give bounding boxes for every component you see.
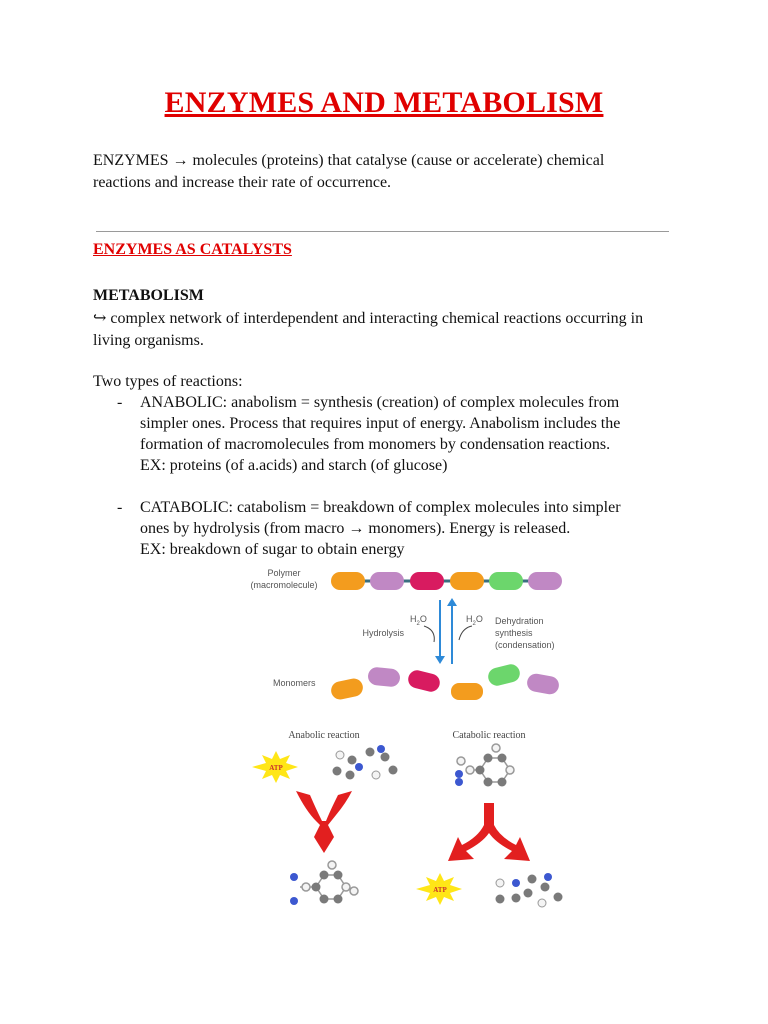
dehydration-label: (condensation) <box>495 640 555 650</box>
intro-line: ENZYMES → molecules (proteins) that catalyse (cause or accelerate) chemical <box>93 152 605 169</box>
definition-line: ↪ complex network of interdependent and interacting chemical reactions occurring in <box>93 310 644 327</box>
hydrolysis-diagram <box>0 560 768 700</box>
polymer-label: Polymer <box>267 568 301 578</box>
polymer-label: (macromolecule) <box>250 580 318 590</box>
arrow-head-icon <box>435 656 445 664</box>
atom-gray <box>366 748 375 757</box>
metabolism-heading: METABOLISM <box>93 287 204 304</box>
catabolic-arrow-icon <box>448 803 530 861</box>
list-line: simpler ones. Process that requires input of energy. Anabolism includes the <box>140 415 621 432</box>
product-atoms <box>496 873 563 907</box>
list-item-text <box>140 497 685 560</box>
list-line: formation of macromolecules from monomers by condensation reactions. <box>140 436 611 453</box>
atp-label: ATP <box>433 886 447 894</box>
monomer-orange <box>329 677 364 700</box>
anabolic-reaction-label: Anabolic reaction <box>288 730 360 741</box>
anabolic-arrow-icon <box>296 791 352 853</box>
section-heading: ENZYMES AS CATALYSTS <box>93 241 292 258</box>
atom-blue <box>377 745 385 753</box>
two-types-text: Two types of reactions: <box>93 373 243 390</box>
intro-line: reactions and increase their rate of occurrence. <box>93 174 392 191</box>
water-in-arrow <box>424 626 434 642</box>
water-out-arrow <box>459 626 472 640</box>
monomer-orange <box>451 683 483 700</box>
list-line: EX: proteins (of a.acids) and starch (of glucose) <box>140 457 448 474</box>
molecule-reactant <box>455 744 514 787</box>
atom-gray <box>348 756 357 765</box>
monomer-orange <box>331 572 365 590</box>
list-bullet: - <box>117 499 123 516</box>
metabolism-definition <box>93 308 683 352</box>
monomer-purple <box>370 572 404 590</box>
horizontal-divider <box>96 231 669 232</box>
list-line: CATABOLIC: catabolism = breakdown of complex molecules into simpler <box>140 499 621 516</box>
monomer-purple <box>528 572 562 590</box>
atom-blue <box>544 873 552 881</box>
atom-white <box>496 879 504 887</box>
monomer-orange <box>450 572 484 590</box>
list-line: ANABOLIC: anabolism = synthesis (creation) of complex molecules from <box>140 394 620 411</box>
monomer-green <box>486 662 521 687</box>
h2o-label-right: $H_2O$ <box>466 614 483 627</box>
list-bullet: - <box>117 394 123 411</box>
atom-gray <box>389 766 398 775</box>
molecule-product <box>290 861 358 905</box>
atom-gray <box>496 895 505 904</box>
monomer-magenta <box>410 572 444 590</box>
monomer-magenta <box>406 668 441 693</box>
reaction-diagram <box>0 725 768 920</box>
monomers-label: Monomers <box>273 678 316 688</box>
atom-white <box>336 751 344 759</box>
definition-line: living organisms. <box>93 332 204 349</box>
atom-gray <box>524 889 533 898</box>
page-title: ENZYMES AND METABOLISM <box>164 86 604 119</box>
list-line: ones by hydrolysis (from macro → monomers). Energy is released. <box>140 520 571 537</box>
intro-paragraph <box>93 150 683 194</box>
catabolic-reaction-label: Catabolic reaction <box>452 730 526 741</box>
atom-blue <box>355 763 363 771</box>
atom-gray <box>528 875 537 884</box>
atom-gray <box>512 894 521 903</box>
atom-blue <box>512 879 520 887</box>
atom-gray <box>346 771 355 780</box>
atom-gray <box>554 893 563 902</box>
atp-label: ATP <box>269 764 283 772</box>
reactant-atoms <box>333 745 398 780</box>
atom-gray <box>541 883 550 892</box>
monomer-purple <box>367 666 401 687</box>
atom-white <box>372 771 380 779</box>
monomer-green <box>489 572 523 590</box>
hydrolysis-label: Hydrolysis <box>362 628 404 638</box>
arrow-head-icon <box>447 598 457 606</box>
dehydration-label: synthesis <box>495 628 533 638</box>
h2o-label-left: $H_2O$ <box>410 614 427 627</box>
atom-white <box>538 899 546 907</box>
dehydration-label: Dehydration <box>495 616 544 626</box>
atom-gray <box>333 767 342 776</box>
atom-gray <box>381 753 390 762</box>
monomer-purple <box>526 672 561 695</box>
list-item-text <box>140 392 685 476</box>
list-line: EX: breakdown of sugar to obtain energy <box>140 541 405 558</box>
